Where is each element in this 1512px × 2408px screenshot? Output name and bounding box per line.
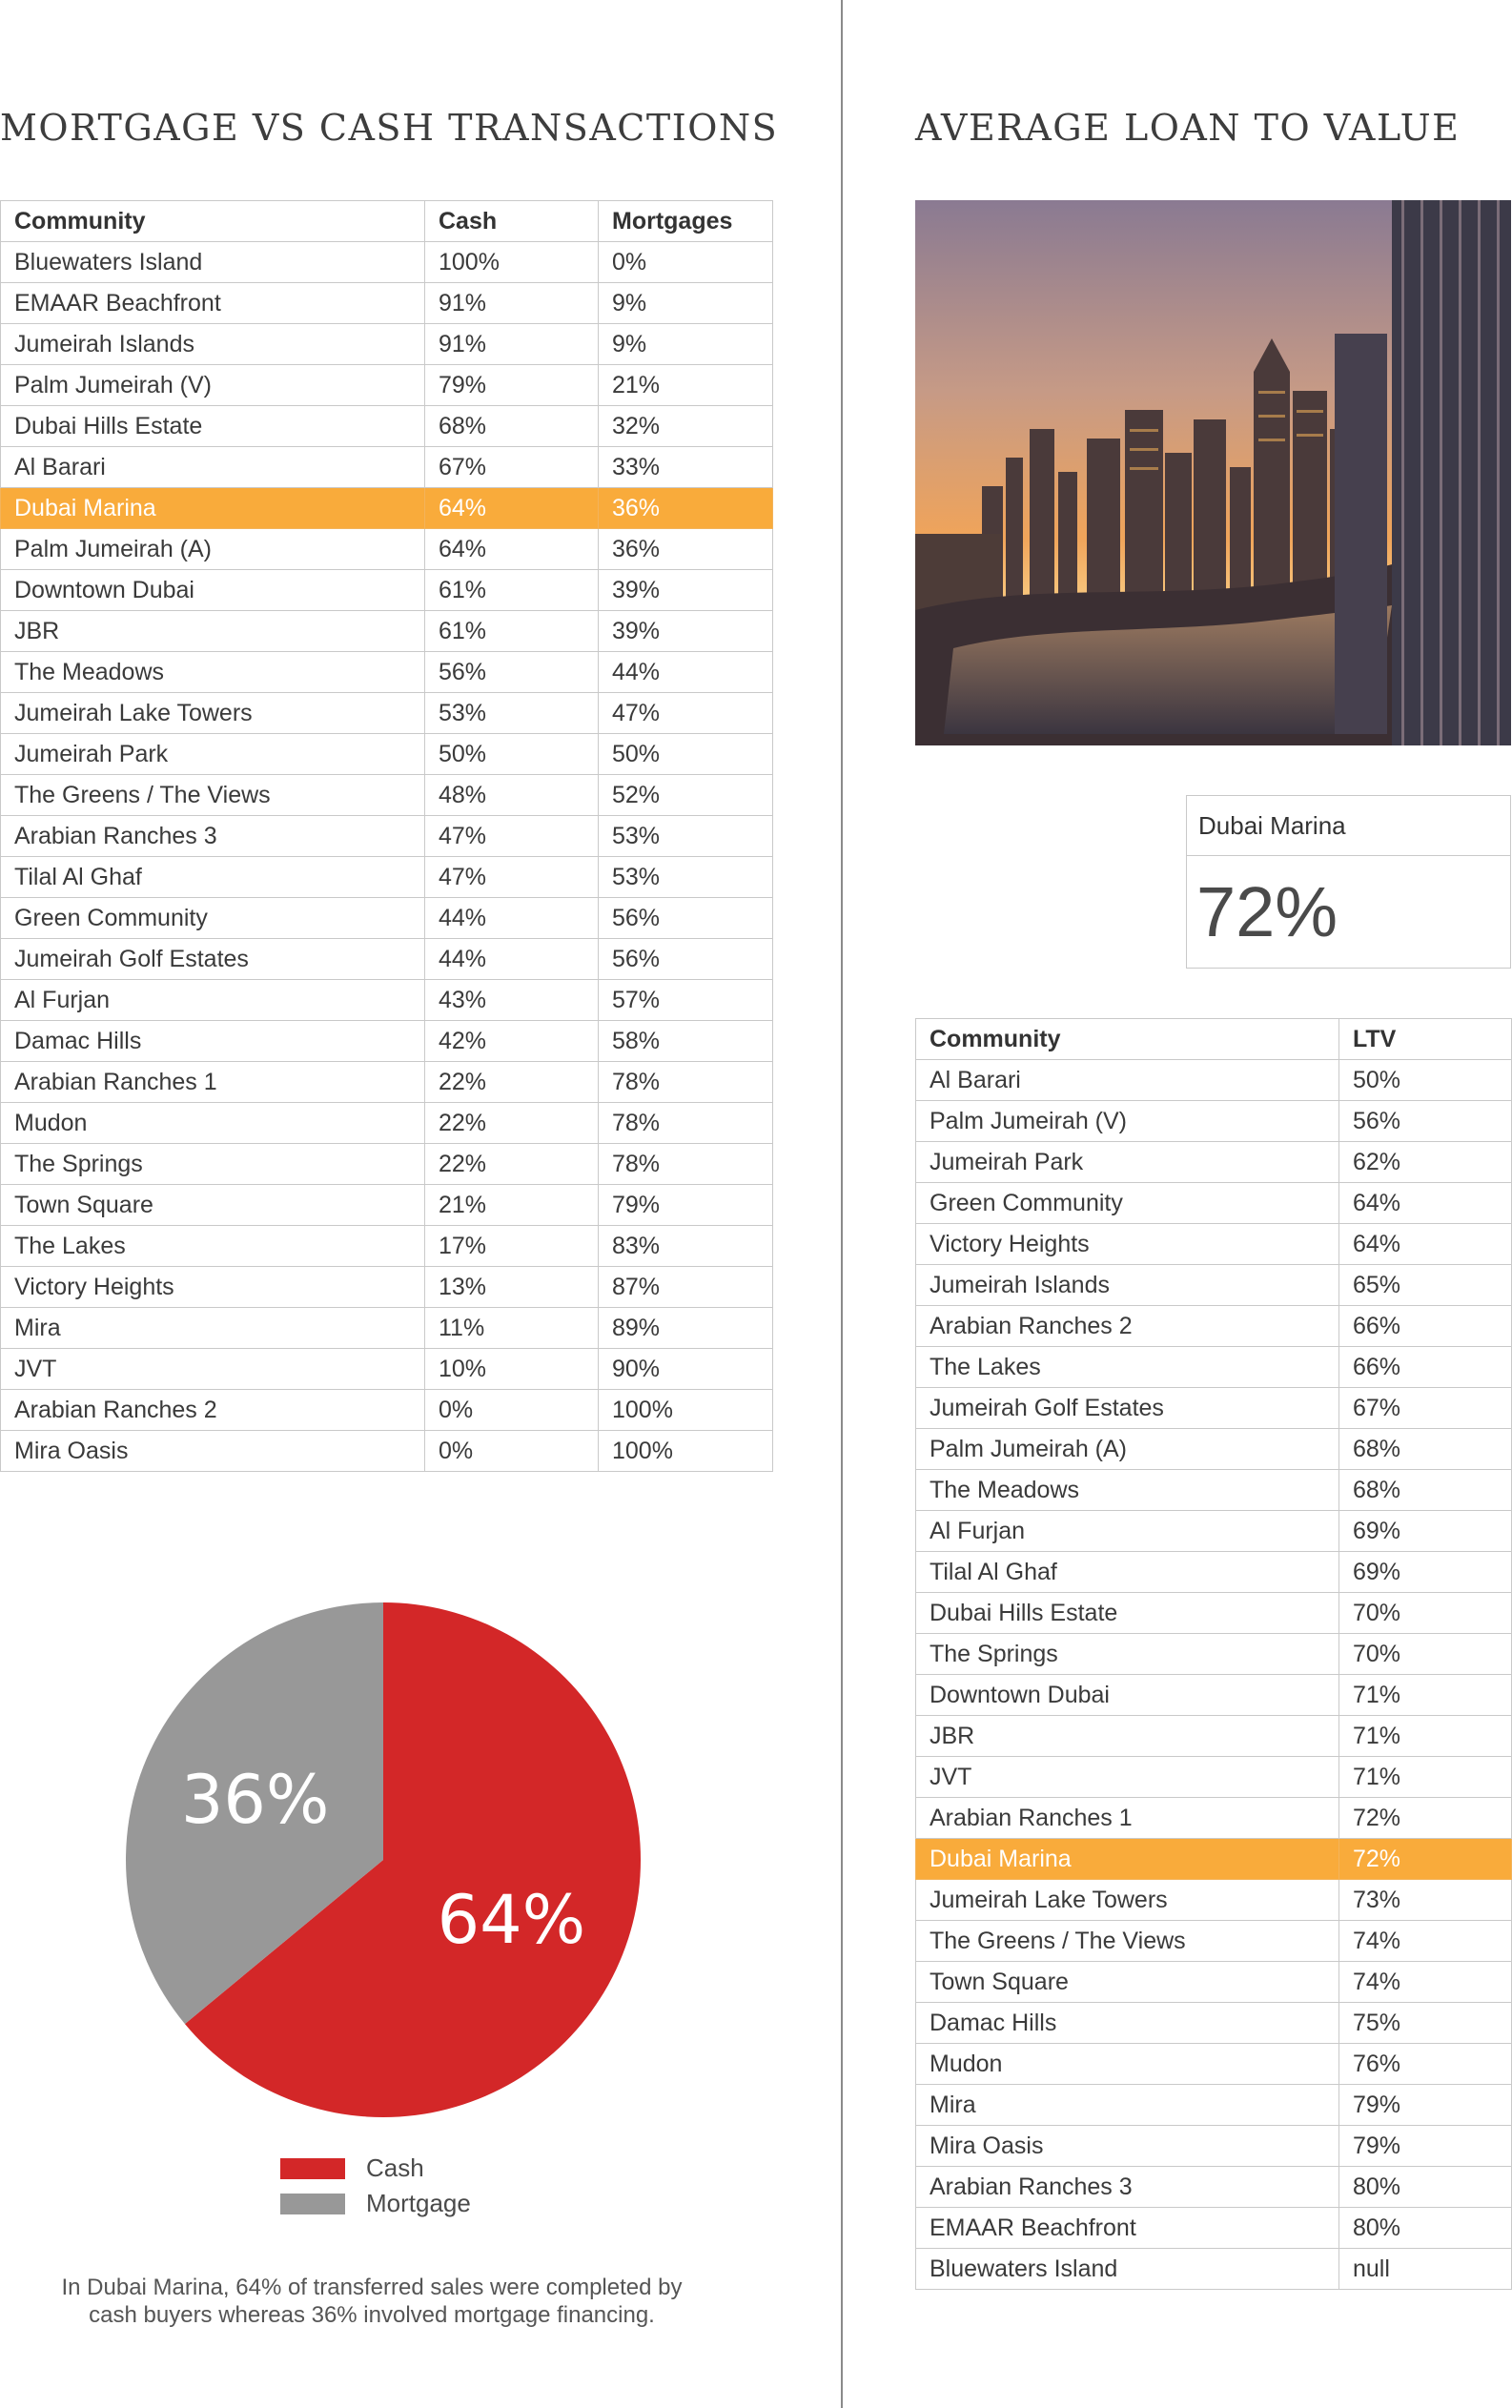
table-cell: 79% bbox=[1339, 2126, 1512, 2167]
table-row bbox=[1, 1308, 773, 1349]
table-row bbox=[916, 1347, 1512, 1388]
table-cell: Al Barari bbox=[916, 1060, 1339, 1101]
table-cell: The Lakes bbox=[916, 1347, 1339, 1388]
table-cell: 100% bbox=[599, 1431, 773, 1472]
table-row bbox=[1, 857, 773, 898]
table-cell: 56% bbox=[425, 652, 599, 693]
table-cell: 91% bbox=[425, 283, 599, 324]
table-cell: 67% bbox=[1339, 1388, 1512, 1429]
table-cell: Mira Oasis bbox=[1, 1431, 425, 1472]
table-cell: 21% bbox=[599, 365, 773, 406]
table-row bbox=[916, 1880, 1512, 1921]
table-cell: The Lakes bbox=[1, 1226, 425, 1267]
table-cell: The Greens / The Views bbox=[1, 775, 425, 816]
ltv-highlight-card bbox=[1186, 795, 1511, 969]
table-cell: 79% bbox=[1339, 2085, 1512, 2126]
table-cell: 73% bbox=[1339, 1880, 1512, 1921]
table-cell: Jumeirah Lake Towers bbox=[1, 693, 425, 734]
pie-value-label-mortgage: 36% bbox=[180, 1760, 330, 1839]
table-cell: Damac Hills bbox=[1, 1021, 425, 1062]
table-cell: 44% bbox=[425, 898, 599, 939]
pie-caption: In Dubai Marina, 64% of transferred sales were completed by cash buyers whereas 36% involved mortgage financing. bbox=[61, 2275, 683, 2328]
table-row bbox=[916, 1388, 1512, 1429]
table-cell: Mira Oasis bbox=[916, 2126, 1339, 2167]
table-row bbox=[916, 1265, 1512, 1306]
table-cell: Town Square bbox=[916, 1962, 1339, 2003]
table-cell: 53% bbox=[599, 816, 773, 857]
table-cell: 68% bbox=[1339, 1429, 1512, 1470]
table-cell: Damac Hills bbox=[916, 2003, 1339, 2044]
table-cell: Town Square bbox=[1, 1185, 425, 1226]
table-row bbox=[916, 1224, 1512, 1265]
table-cell: Victory Heights bbox=[1, 1267, 425, 1308]
table-cell: 22% bbox=[425, 1062, 599, 1103]
table-row bbox=[1, 1349, 773, 1390]
table-cell: 79% bbox=[599, 1185, 773, 1226]
pie-legend bbox=[280, 2151, 471, 2221]
table-row bbox=[916, 1757, 1512, 1798]
legend-label-mortgage: Mortgage bbox=[366, 2189, 471, 2217]
table-cell: 39% bbox=[599, 611, 773, 652]
table-row bbox=[1, 734, 773, 775]
table-cell: null bbox=[1339, 2249, 1512, 2290]
table-cell: JVT bbox=[1, 1349, 425, 1390]
table-cell: 22% bbox=[425, 1103, 599, 1144]
table-cell: 32% bbox=[599, 406, 773, 447]
table-row bbox=[916, 1511, 1512, 1552]
table-cell: 68% bbox=[425, 406, 599, 447]
table-cell: 44% bbox=[425, 939, 599, 980]
table-row bbox=[1, 1185, 773, 1226]
ltv-table bbox=[915, 1018, 1512, 2290]
table-row bbox=[916, 2126, 1512, 2167]
table-cell: Arabian Ranches 1 bbox=[1, 1062, 425, 1103]
table-row bbox=[1, 283, 773, 324]
table-cell: 71% bbox=[1339, 1757, 1512, 1798]
table-cell: 42% bbox=[425, 1021, 599, 1062]
table-cell: 69% bbox=[1339, 1511, 1512, 1552]
table-cell: EMAAR Beachfront bbox=[1, 283, 425, 324]
table-cell: Mudon bbox=[1, 1103, 425, 1144]
table-cell: 64% bbox=[425, 529, 599, 570]
table-cell: Jumeirah Islands bbox=[916, 1265, 1339, 1306]
table-cell: Bluewaters Island bbox=[1, 242, 425, 283]
average-ltv-title: AVERAGE LOAN TO VALUE bbox=[915, 107, 1461, 149]
table-cell: 0% bbox=[425, 1390, 599, 1431]
table-cell: 48% bbox=[425, 775, 599, 816]
table-row bbox=[916, 2085, 1512, 2126]
table-cell: 17% bbox=[425, 1226, 599, 1267]
table-row bbox=[1, 1431, 773, 1472]
ltv-highlight-value: 72% bbox=[1196, 872, 1338, 951]
table-cell: 80% bbox=[1339, 2208, 1512, 2249]
table-cell: 36% bbox=[599, 488, 773, 529]
table-cell: 36% bbox=[599, 529, 773, 570]
table-cell: The Meadows bbox=[1, 652, 425, 693]
table-row bbox=[916, 1101, 1512, 1142]
table-cell: 53% bbox=[599, 857, 773, 898]
table-cell: 80% bbox=[1339, 2167, 1512, 2208]
table-cell: 74% bbox=[1339, 1962, 1512, 2003]
table-cell: 0% bbox=[599, 242, 773, 283]
column-header-community: Community bbox=[1, 201, 425, 242]
table-cell: 74% bbox=[1339, 1921, 1512, 1962]
table-row bbox=[1, 652, 773, 693]
table-cell: Dubai Marina bbox=[1, 488, 425, 529]
table-cell: Arabian Ranches 3 bbox=[1, 816, 425, 857]
table-cell: 64% bbox=[1339, 1224, 1512, 1265]
table-row bbox=[1, 980, 773, 1021]
table-row bbox=[1, 1226, 773, 1267]
table-row bbox=[1, 1267, 773, 1308]
table-cell: 50% bbox=[1339, 1060, 1512, 1101]
table-cell: 52% bbox=[599, 775, 773, 816]
legend-label-cash: Cash bbox=[366, 2153, 424, 2182]
table-cell: 43% bbox=[425, 980, 599, 1021]
table-cell: 44% bbox=[599, 652, 773, 693]
column-header-community: Community bbox=[916, 1019, 1339, 1060]
table-row bbox=[916, 1429, 1512, 1470]
pie-value-label-cash: 64% bbox=[437, 1881, 586, 1960]
table-row bbox=[1, 1103, 773, 1144]
table-cell: 83% bbox=[599, 1226, 773, 1267]
table-cell: 64% bbox=[425, 488, 599, 529]
table-cell: 53% bbox=[425, 693, 599, 734]
table-cell: 47% bbox=[425, 816, 599, 857]
table-cell: Palm Jumeirah (V) bbox=[916, 1101, 1339, 1142]
table-cell: 22% bbox=[425, 1144, 599, 1185]
table-cell: 61% bbox=[425, 611, 599, 652]
table-row bbox=[916, 2249, 1512, 2290]
table-row bbox=[916, 1675, 1512, 1716]
table-cell: 68% bbox=[1339, 1470, 1512, 1511]
table-cell: Al Furjan bbox=[916, 1511, 1339, 1552]
table-cell: 78% bbox=[599, 1062, 773, 1103]
table-cell: Victory Heights bbox=[916, 1224, 1339, 1265]
table-cell: 9% bbox=[599, 283, 773, 324]
table-cell: 71% bbox=[1339, 1716, 1512, 1757]
table-cell: Jumeirah Park bbox=[916, 1142, 1339, 1183]
table-header-row bbox=[1, 201, 773, 242]
table-cell: The Greens / The Views bbox=[916, 1921, 1339, 1962]
table-cell: 67% bbox=[425, 447, 599, 488]
dubai-marina-skyline-image bbox=[915, 200, 1511, 745]
table-cell: EMAAR Beachfront bbox=[916, 2208, 1339, 2249]
table-cell: 62% bbox=[1339, 1142, 1512, 1183]
table-row bbox=[916, 1634, 1512, 1675]
table-row bbox=[1, 1062, 773, 1103]
column-divider bbox=[841, 0, 843, 2408]
table-row bbox=[916, 1306, 1512, 1347]
table-cell: Palm Jumeirah (A) bbox=[1, 529, 425, 570]
table-row bbox=[1, 365, 773, 406]
table-row bbox=[916, 1962, 1512, 2003]
column-header-mortgages: Mortgages bbox=[599, 201, 773, 242]
table-cell: 71% bbox=[1339, 1675, 1512, 1716]
table-cell: 10% bbox=[425, 1349, 599, 1390]
table-row bbox=[1, 611, 773, 652]
table-cell: JBR bbox=[916, 1716, 1339, 1757]
table-cell: 50% bbox=[425, 734, 599, 775]
table-row bbox=[1, 816, 773, 857]
table-cell: 65% bbox=[1339, 1265, 1512, 1306]
table-cell: 47% bbox=[599, 693, 773, 734]
table-cell: Tilal Al Ghaf bbox=[916, 1552, 1339, 1593]
table-row bbox=[916, 2044, 1512, 2085]
table-row bbox=[1, 570, 773, 611]
table-cell: 64% bbox=[1339, 1183, 1512, 1224]
table-cell: 56% bbox=[599, 898, 773, 939]
table-cell: Bluewaters Island bbox=[916, 2249, 1339, 2290]
table-cell: Tilal Al Ghaf bbox=[1, 857, 425, 898]
table-cell: 100% bbox=[425, 242, 599, 283]
table-cell: JBR bbox=[1, 611, 425, 652]
table-cell: Mira bbox=[916, 2085, 1339, 2126]
table-cell: 0% bbox=[425, 1431, 599, 1472]
table-row bbox=[1, 529, 773, 570]
table-cell: Arabian Ranches 2 bbox=[916, 1306, 1339, 1347]
table-cell: 78% bbox=[599, 1144, 773, 1185]
table-cell: Mudon bbox=[916, 2044, 1339, 2085]
table-row bbox=[1, 488, 773, 529]
table-row bbox=[916, 2208, 1512, 2249]
table-cell: Palm Jumeirah (V) bbox=[1, 365, 425, 406]
table-cell: Mira bbox=[1, 1308, 425, 1349]
table-cell: Jumeirah Park bbox=[1, 734, 425, 775]
table-row bbox=[916, 1839, 1512, 1880]
table-cell: 70% bbox=[1339, 1593, 1512, 1634]
table-row bbox=[916, 1142, 1512, 1183]
table-row bbox=[916, 1798, 1512, 1839]
table-cell: 72% bbox=[1339, 1839, 1512, 1880]
table-row bbox=[916, 1470, 1512, 1511]
table-cell: 75% bbox=[1339, 2003, 1512, 2044]
legend-swatch-cash bbox=[280, 2158, 345, 2179]
table-row bbox=[1, 775, 773, 816]
table-cell: 100% bbox=[599, 1390, 773, 1431]
table-cell: 69% bbox=[1339, 1552, 1512, 1593]
table-row bbox=[1, 1021, 773, 1062]
table-cell: 58% bbox=[599, 1021, 773, 1062]
table-row bbox=[916, 1593, 1512, 1634]
table-cell: 56% bbox=[1339, 1101, 1512, 1142]
table-cell: 33% bbox=[599, 447, 773, 488]
table-cell: 78% bbox=[599, 1103, 773, 1144]
table-row bbox=[916, 2167, 1512, 2208]
table-row bbox=[1, 447, 773, 488]
table-cell: Arabian Ranches 1 bbox=[916, 1798, 1339, 1839]
ltv-highlight-community: Dubai Marina bbox=[1187, 796, 1510, 856]
table-row bbox=[916, 1716, 1512, 1757]
table-row bbox=[916, 1921, 1512, 1962]
table-cell: 76% bbox=[1339, 2044, 1512, 2085]
table-cell: The Springs bbox=[1, 1144, 425, 1185]
table-cell: 72% bbox=[1339, 1798, 1512, 1839]
table-cell: Jumeirah Golf Estates bbox=[916, 1388, 1339, 1429]
table-cell: 9% bbox=[599, 324, 773, 365]
table-cell: Downtown Dubai bbox=[916, 1675, 1339, 1716]
table-row bbox=[916, 1183, 1512, 1224]
table-row bbox=[1, 242, 773, 283]
table-cell: The Meadows bbox=[916, 1470, 1339, 1511]
table-cell: JVT bbox=[916, 1757, 1339, 1798]
table-row bbox=[916, 2003, 1512, 2044]
table-cell: Palm Jumeirah (A) bbox=[916, 1429, 1339, 1470]
legend-item-mortgage bbox=[280, 2186, 471, 2221]
table-cell: Jumeirah Golf Estates bbox=[1, 939, 425, 980]
table-cell: 50% bbox=[599, 734, 773, 775]
table-cell: Al Barari bbox=[1, 447, 425, 488]
table-cell: Dubai Marina bbox=[916, 1839, 1339, 1880]
table-cell: Al Furjan bbox=[1, 980, 425, 1021]
table-cell: 66% bbox=[1339, 1347, 1512, 1388]
table-row bbox=[1, 324, 773, 365]
table-header-row bbox=[916, 1019, 1512, 1060]
table-cell: The Springs bbox=[916, 1634, 1339, 1675]
table-cell: 61% bbox=[425, 570, 599, 611]
column-header-ltv: LTV bbox=[1339, 1019, 1512, 1060]
table-cell: 21% bbox=[425, 1185, 599, 1226]
table-cell: Dubai Hills Estate bbox=[916, 1593, 1339, 1634]
table-cell: Jumeirah Islands bbox=[1, 324, 425, 365]
table-cell: 39% bbox=[599, 570, 773, 611]
table-row bbox=[1, 898, 773, 939]
legend-swatch-mortgage bbox=[280, 2194, 345, 2214]
table-cell: Arabian Ranches 3 bbox=[916, 2167, 1339, 2208]
table-row bbox=[1, 1390, 773, 1431]
legend-item-cash bbox=[280, 2151, 471, 2186]
column-header-cash: Cash bbox=[425, 201, 599, 242]
table-cell: 56% bbox=[599, 939, 773, 980]
mortgage-vs-cash-title: MORTGAGE VS CASH TRANSACTIONS bbox=[0, 107, 779, 149]
table-cell: Jumeirah Lake Towers bbox=[916, 1880, 1339, 1921]
table-cell: Green Community bbox=[1, 898, 425, 939]
table-row bbox=[1, 1144, 773, 1185]
cash-mortgage-pie-chart bbox=[122, 1599, 644, 2121]
table-row bbox=[916, 1060, 1512, 1101]
table-cell: Green Community bbox=[916, 1183, 1339, 1224]
table-cell: 57% bbox=[599, 980, 773, 1021]
table-cell: 89% bbox=[599, 1308, 773, 1349]
table-cell: 79% bbox=[425, 365, 599, 406]
table-cell: 87% bbox=[599, 1267, 773, 1308]
table-cell: Dubai Hills Estate bbox=[1, 406, 425, 447]
table-cell: 70% bbox=[1339, 1634, 1512, 1675]
table-cell: 66% bbox=[1339, 1306, 1512, 1347]
table-cell: Arabian Ranches 2 bbox=[1, 1390, 425, 1431]
table-row bbox=[1, 939, 773, 980]
cash-mortgage-table bbox=[0, 200, 773, 1472]
table-row bbox=[1, 406, 773, 447]
table-cell: 13% bbox=[425, 1267, 599, 1308]
table-cell: Downtown Dubai bbox=[1, 570, 425, 611]
table-row bbox=[1, 693, 773, 734]
table-cell: 11% bbox=[425, 1308, 599, 1349]
table-cell: 47% bbox=[425, 857, 599, 898]
table-cell: 91% bbox=[425, 324, 599, 365]
table-cell: 90% bbox=[599, 1349, 773, 1390]
table-row bbox=[916, 1552, 1512, 1593]
